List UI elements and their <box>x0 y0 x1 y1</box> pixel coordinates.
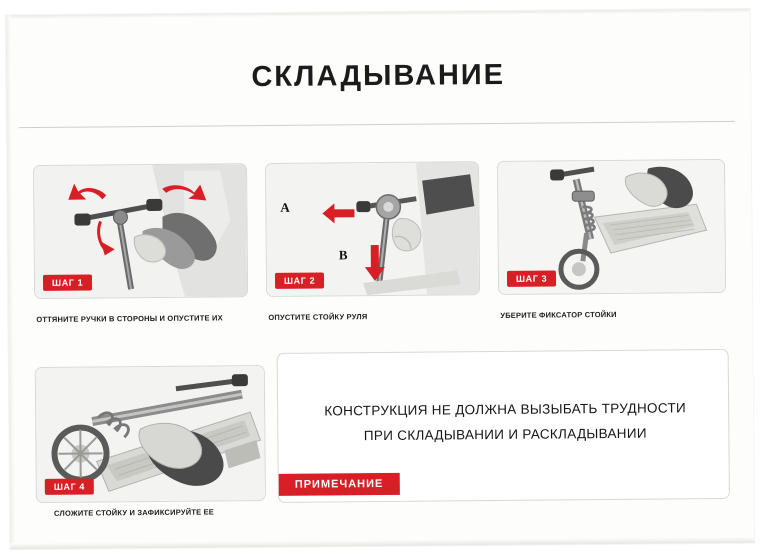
step-badge-1: ШАГ 1 <box>43 275 92 291</box>
step-caption-1: ОТТЯНИТЕ РУЧКИ В СТОРОНЫ И ОПУСТИТЕ ИХ <box>36 313 223 325</box>
note-line-2: ПРИ СКЛАДЫВАНИИ И РАСКЛАДЫВАНИИ <box>363 425 647 444</box>
step-card-2 <box>265 161 480 297</box>
page-header <box>20 57 736 96</box>
steps-row <box>33 159 726 305</box>
sheet-edge-left <box>6 15 16 549</box>
step-badge-4: ШАГ 4 <box>45 479 94 495</box>
note-box <box>277 349 730 503</box>
step-badge-2: ШАГ 2 <box>275 272 324 288</box>
note-line-1: КОНСТРУКЦИЯ НЕ ДОЛЖНА ВЫЗЫБАТЬ ТРУДНОСТИ <box>324 400 687 419</box>
note-badge: ПРИМЕЧАНИЕ <box>279 473 400 496</box>
step-card-4 <box>35 365 266 503</box>
page-title: СКЛАДЫВАНИЕ <box>251 58 506 94</box>
step-caption-2: ОПУСТИТЕ СТОЙКУ РУЛЯ <box>268 312 368 322</box>
header-divider <box>19 121 735 128</box>
sheet-edge-bottom <box>10 537 754 549</box>
step-card-1 <box>33 163 248 299</box>
step-card-3 <box>497 159 726 295</box>
step-caption-4: СЛОЖИТЕ СТОЙКУ И ЗАФИКСИРУЙТЕ ЕЕ <box>53 507 215 518</box>
step-caption-3: УБЕРИТЕ ФИКСАТОР СТОЙКИ <box>500 309 617 320</box>
arrow-label-a: A <box>280 199 290 215</box>
step-badge-3: ШАГ 3 <box>507 270 556 286</box>
note-text <box>300 396 710 450</box>
paper-sheet <box>6 9 755 549</box>
sheet-edge-top <box>6 9 750 19</box>
arrow-label-b: B <box>338 247 348 263</box>
